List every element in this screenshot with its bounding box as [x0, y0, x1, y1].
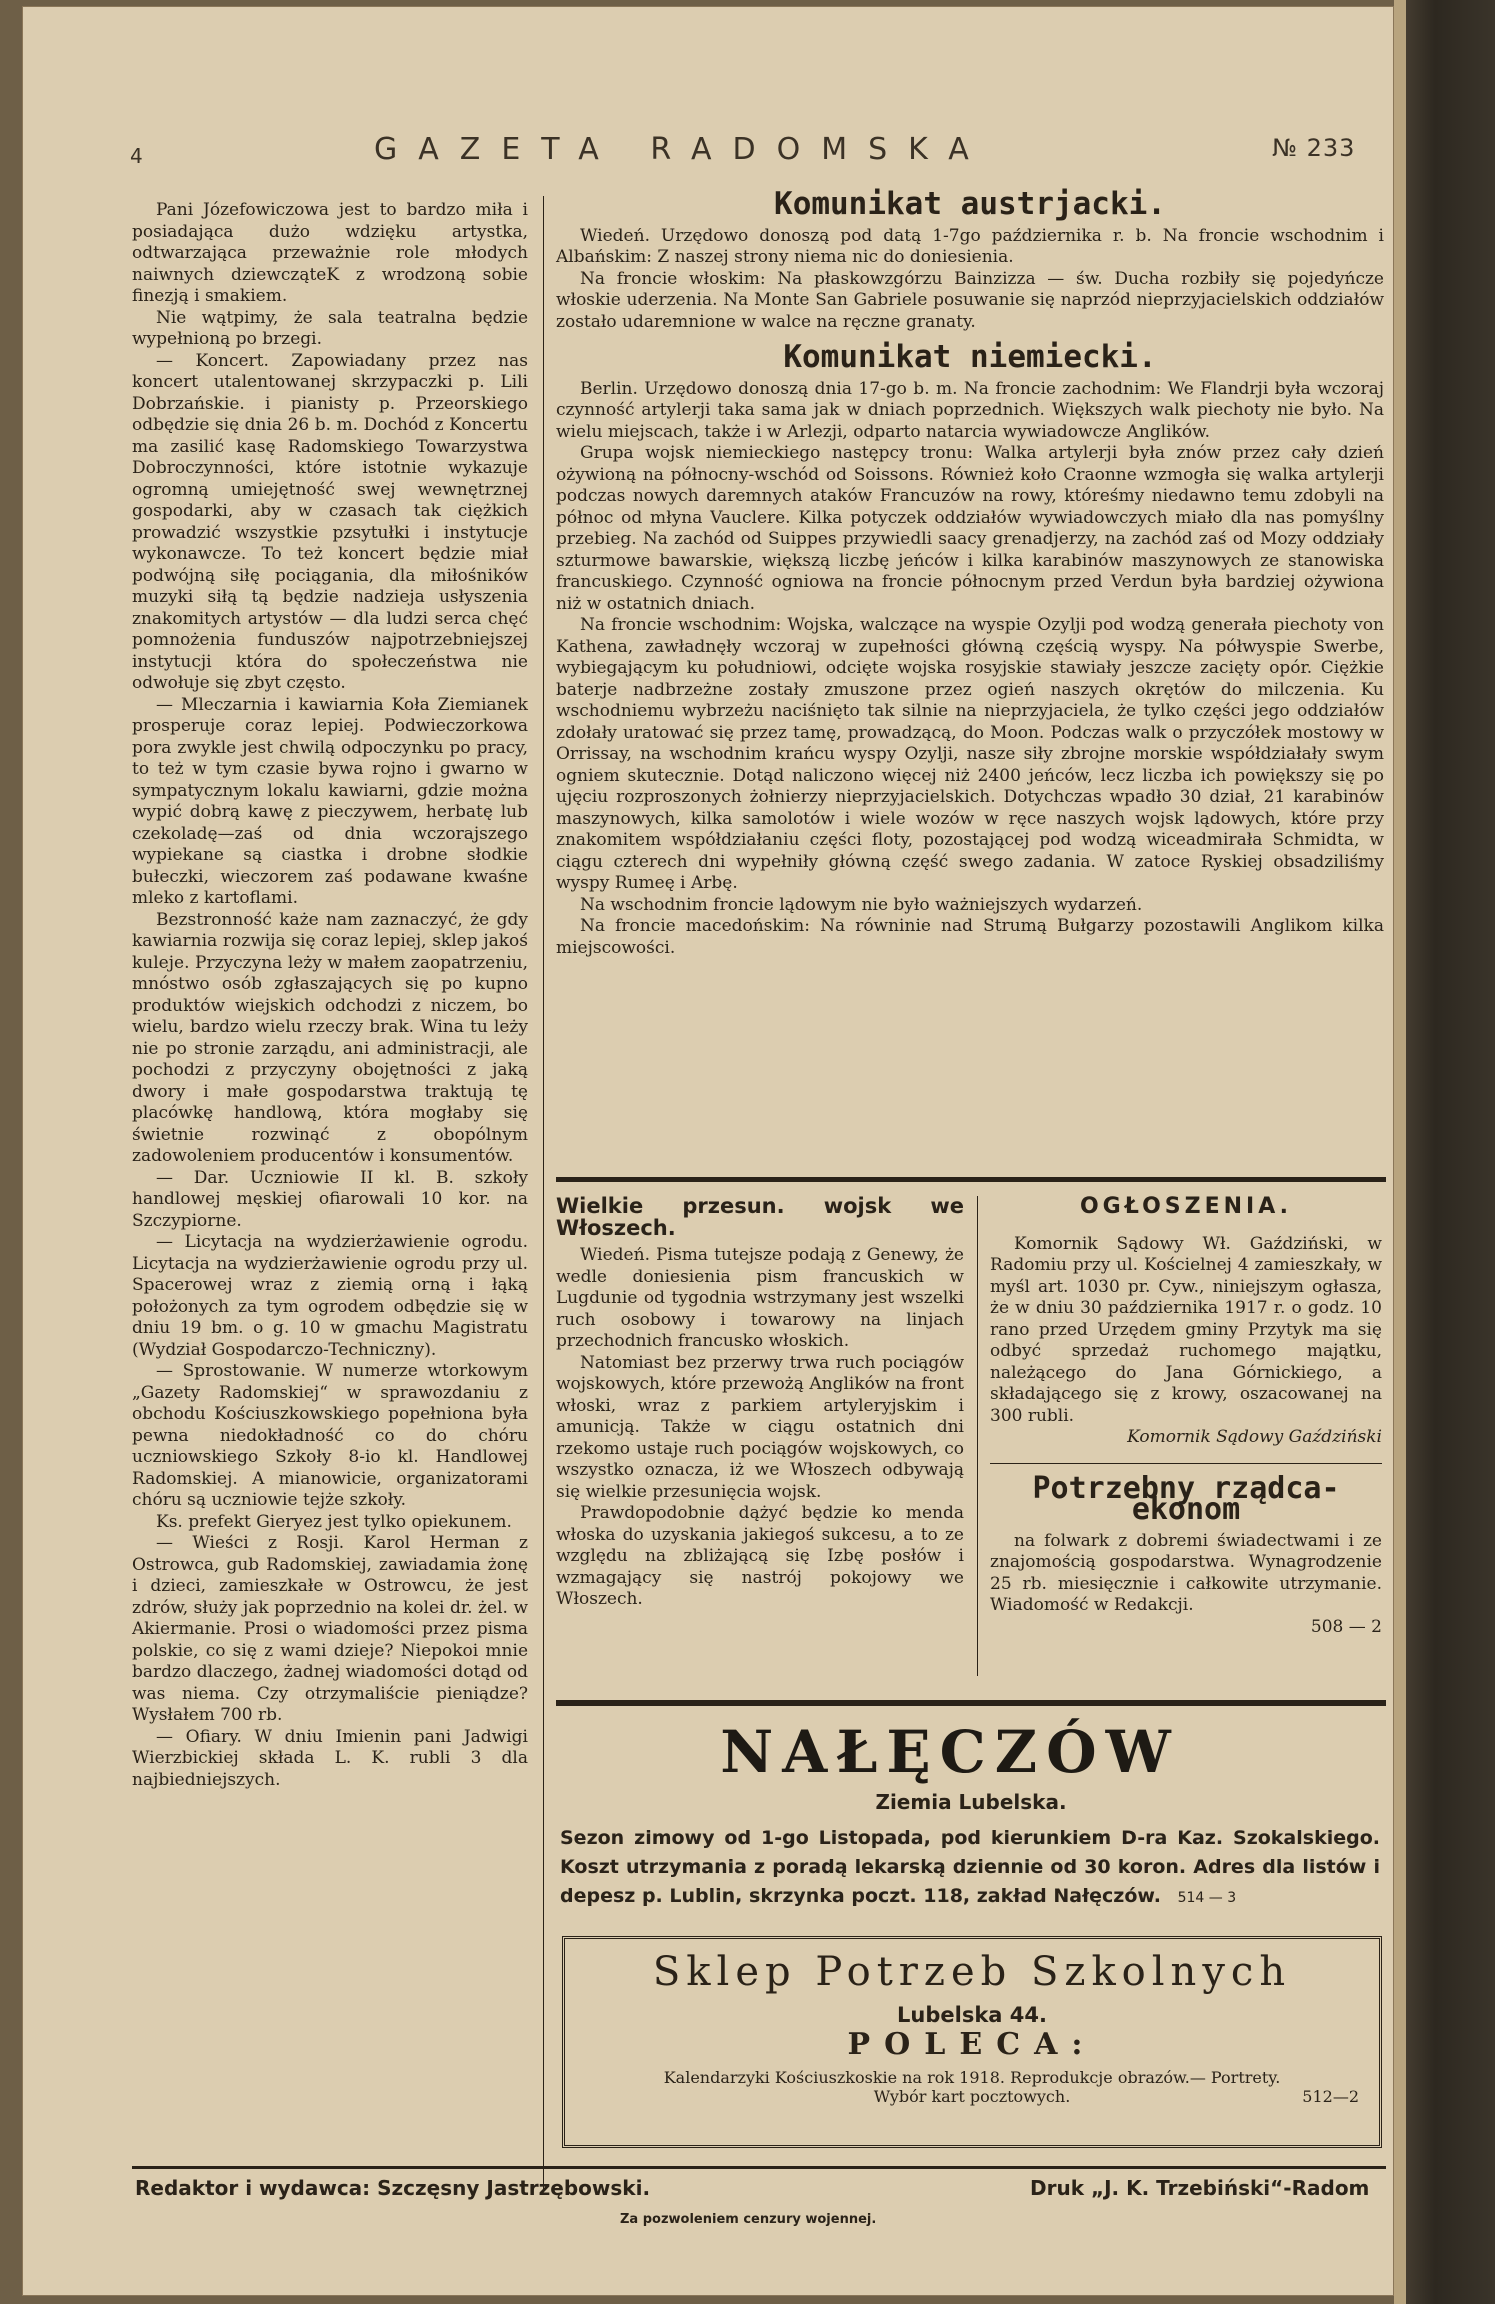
austrian-text: Wiedeń. Urzędowo donoszą pod datą 1-7go października r. b. Na froncie wschodnim i Albańskim: Z naszej strony niema nic do doniesienia.	[556, 225, 1384, 267]
left-column-paragraph: — Mleczarnia i kawiarnia Koła Ziemianek prosperuje coraz lepiej. Podwieczorkowa pora zwykle jest chwilą odpoczynku po pracy, to też w tym czasie bywa rojno i gwarno w sympatycznym lokalu kawiarni, gdzie można wypić dobrą kawę z pieczywem, herbatę lub czekoladę—zaś od dnia wczorajszego wypiekane są ciastka i drobne słodkie bułeczki, wieczorem zaś podawane kwaśne mleko z kartoflami.	[132, 694, 528, 908]
left-column-paragraph: — Koncert. Zapowiadany przez nas koncert utalentowanej skrzypaczki p. Lili Dobrzańskie. i pianisty p. Przeorskiego odbędzie się dnia 26 b. m. Dochód z Koncertu ma zasilić kasę Radomskiego Towarzystwa Dobroczynności, które istotnie wykazuje ogromną umiejętność swej wewnętrznej gospodarki, aby w czasach tak ciężkich prowadzić wszystkie pzsytułki i instytucje wykonawcze. To też koncert będzie miał podwójną siłę pociągania, dla miłośników muzyki siłą tą będzie nadzieja usłyszenia znakomitych artystów — dla ludzi serca chęć pomnożenia funduszów najpotrzebniejszej instytucji która do społeczeństwa nie odwołuje się zbyt często.	[132, 350, 528, 693]
shop-line-1: Kalendarzyki Kościuszkoskie na rok 1918. Reprodukcje obrazów.— Portrety.	[663, 2068, 1281, 2087]
shop-poleca: POLECA:	[847, 2027, 1097, 2062]
austrian-heading: Komunikat austrjacki.	[774, 186, 1166, 222]
naleczow-text	[560, 1824, 1380, 1913]
announcements-heading: OGŁOSZENIA.	[1079, 1194, 1293, 1219]
printer-line: Druk „J. K. Trzebiński“-Radom	[1030, 2176, 1370, 2200]
shop-title: Sklep Potrzeb Szkolnych	[652, 1949, 1292, 1995]
newspaper-title: GAZETA RADOMSKA	[374, 132, 990, 167]
left-column	[132, 200, 528, 1791]
notice-divider	[990, 1463, 1382, 1464]
italy-paragraph: Wiedeń. Pisma tutejsze podają z Genewy, że wedle doniesienia pism francuskich w Lugdunie od tygodnia wstrzymany jest wszelki ruch osobowy i towarowy na linjach przechodnich francusko włoskich.	[556, 1245, 964, 1351]
italy-paragraph: Prawdopodobnie dążyć będzie ko menda włoska do uzyskania jakiegoś sukcesu, a to ze względu na zbliżającą się Izbę posłów i wzmagający się nastrój pokojowy we Włoszech.	[556, 1503, 964, 1609]
german-paragraph: Na wschodnim froncie lądowym nie było ważniejszych wydarzeń.	[580, 894, 1143, 915]
italy-article	[556, 1196, 964, 1611]
masthead	[130, 132, 1370, 172]
scan-edge	[1395, 0, 1495, 2304]
ad-divider	[977, 1196, 978, 1676]
bailiff-notice: Komornik Sądowy Wł. Gaździński, w Radomiu przy ul. Kościelnej 4 zamieszkały, w myśl art. 1030 pr. Cyw., niniejszym ogłasza, że w dniu 30 października 1917 r. o godz. 10 rano przed Urzędem gminy Przytyk ma się odbyć sprzedaż ruchomego majątku, należącego do Jana Górnickiego, a składającego się z krowy, oszacowanej na 300 rubli.	[990, 1233, 1382, 1426]
naleczow-title: NAŁĘCZÓW	[720, 1718, 1180, 1786]
shop-address: Lubelska 44.	[897, 2003, 1047, 2027]
column-divider	[543, 196, 544, 2191]
left-column-paragraph: — Licytacja na wydzierżawienie ogrodu. Licytacja na wydzierżawienie ogrodu przy ul. Spacerowej wraz z ziemią orną i łąką położonych za tym ogrodem odbędzie się w dniu 19 bm. o g. 10 w gmachu Magistratu (Wydział Gospodarczo-Techniczny).	[132, 1232, 528, 1360]
left-column-paragraph: Bezstronność każe nam zaznaczyć, że gdy kawiarnia rozwija się coraz lepiej, sklep jakoś kuleje. Przyczyna leży w małem zaopatrzeniu, mnóstwo osób zgłaszających się po kupno produktów wiejskich odchodzi z niczem, bo wielu, bardzo wielu rzeczy brak. Wina tu leży nie po stronie zarządu, ani administracji, ale pochodzi z przyczyny obojętności z jaką dwory i małe gospodarstwa traktują tę placówkę handlową, która mogłaby się świetnie rozwinąć z obopólnym zadowoleniem producentów i konsumentów.	[132, 909, 528, 1166]
german-paragraph: Grupa wojsk niemieckiego następcy tronu: Walka artylerji była znów przez cały dzień ożywioną na północny-wschód od Soissons. Również koło Craonne wzmogła się walka artylerji podczas nowych daremnych ataków Francuzów na rowy, któreśmy niedawno temu zdobyli na północ od młyna Vauclere. Kilka potyczek oddziałów wywiadowczych miało dla nas pomyślny przebieg. Na zachód od Suippes przywiedli saacy grenadjerzy, na zachód zaś od Mozy oddziały szturmowe bawarskie, większą liczbę jeńców i kilka karabinów maszynowych ze stanowiska francuskiego. Czynność ogniowa na froncie północnym przed Verdun była bardziej ożywiona niż w ostatnich dniach.	[556, 443, 1384, 614]
wanted-heading: Potrzebny rządca-ekonom	[1032, 1470, 1340, 1527]
shop-ref: 512—2	[1302, 2087, 1359, 2106]
italy-paragraph: Natomiast bez przerwy trwa ruch pociągów wojskowych, które przewożą Anglików na front włoski, wraz z parkiem artyleryjskim i amunicją. Także w ciągu ostatnich dni rzekomo ustaje ruch pociągów wojskowych, co wszystko oznacza, iż we Włoszech odbywają się wielkie przesunięcia wojsk.	[556, 1352, 964, 1502]
announcements	[990, 1196, 1382, 1638]
naleczow-subtitle: Ziemia Lubelska.	[875, 1790, 1067, 1814]
left-column-paragraph: Nie wątpimy, że sala teatralna będzie wypełnioną po brzegi.	[132, 307, 528, 349]
austrian-communique	[556, 186, 1384, 959]
shop-line-2: Wybór kart pocztowych.	[873, 2087, 1071, 2106]
wanted-ref: 508 — 2	[1310, 1616, 1382, 1637]
german-heading: Komunikat niemiecki.	[783, 339, 1157, 375]
german-communique	[556, 379, 1384, 960]
naleczow-body: Sezon zimowy od 1-go Listopada, pod kierunkiem D-ra Kaz. Szokalskiego. Koszt utrzymania z poradą lekarską dziennie od 30 koron. Adres dla listów i depesz p. Lublin, skrzynka poczt. 118, zakład Nałęczów.	[560, 1827, 1380, 1907]
binding-band	[1394, 0, 1406, 2304]
italy-heading: Wielkie przesun. wojsk we Włoszech.	[556, 1194, 964, 1240]
left-column-paragraph: — Dar. Uczniowie II kl. B. szkoły handlowej męskiej ofiarowali 10 kor. na Szczypiorne.	[132, 1167, 528, 1231]
austrian-text-2: Na froncie włoskim: Na płaskowzgórzu Bainzizza — św. Ducha rozbiły się pojedyńcze włoskie uderzenia. Na Monte San Gabriele posuwanie się naprzód nieprzyjacielskich oddziałów zostało udaremnione w walce na ręczne granaty.	[556, 268, 1384, 332]
german-paragraph: Na froncie macedońskim: Na równinie nad Strumą Bułgarzy pozostawili Anglikom kilka miejscowości.	[556, 916, 1384, 958]
footer-rule	[132, 2166, 1386, 2169]
wanted-text: na folwark z dobremi świadectwami i ze znajomością gospodarstwa. Wynagrodzenie 25 rb. miesięcznie i całkowite utrzymanie. Wiadomość w Redakcji.	[990, 1530, 1382, 1615]
german-paragraph: Berlin. Urzędowo donoszą dnia 17-go b. m. Na froncie zachodnim: We Flandrji była wczoraj czynność artylerji taka sama jak w dniach poprzednich. Większych walk piechoty nie było. Na wielu miejscach, także i w Arlezji, odparto natarcia wywiadowcze Anglików.	[556, 378, 1384, 442]
thick-divider	[556, 1700, 1386, 1706]
section-divider	[556, 1177, 1386, 1182]
left-column-paragraph: — Ofiary. W dniu Imienin pani Jadwigi Wierzbickiej składa L. K. rubli 3 dla najbiedniejszych.	[132, 1726, 528, 1790]
page-number: 4	[130, 144, 143, 168]
editor-line: Redaktor i wydawca: Szczęsny Jastrzębowski.	[135, 2176, 651, 2200]
left-column-paragraph: — Sprostowanie. W numerze wtorkowym „Gazety Radomskiej“ w sprawozdaniu z obchodu Kościuszkowskiego popełniona była pewna niedokładność co do chóru uczniowskiego Szkoły 8-io kl. Handlowej Radomskiej. A mianowicie, organizatorami chóru są uczniowie tejże szkoły.	[132, 1361, 528, 1510]
shop-line-row	[565, 2087, 1379, 2106]
german-paragraph: Na froncie wschodnim: Wojska, walczące na wyspie Ozylji pod wodzą generała piechoty von Kathena, zawładnęły wczoraj w zupełności główną częścią wyspy. Na półwyspie Swerbe, wybiegającym ku południowi, odcięte wojska rosyjskie stawiały jeszcze zacięty opór. Ciężkie baterje nadbrzeżne zostały zmuszone przez ogień naszych okrętów do milczenia. Ku wschodniemu wybrzeżu naciśnięto tak silnie na nieprzyjaciela, że tylko części jego oddziałów zdołały uratować się przez tamę, prowadzącą, do Moon. Podczas walk o przyczółek mostowy w Orrissay, na wschodnim krańcu wyspy Ozylji, nasze siły zbrojne morskie współdziałały swym ogniem skutecznie. Dotąd naliczono więcej niż 2400 jeńców, lecz liczba ich powiększy się po ujęciu rozproszonych żołnierzy nieprzyjacielskich. Dotychczas wpadło 30 dział, 21 karabinów maszynowych, kilka samolotów i wiele wozów w ręce naszych wojsk lądowych, które przy znakomitem współdziałaniu części floty, pozostającej pod wodzą wiceadmirała Schmidta, w ciągu czterech dni wypełniły główną część swego zadania. W zatoce Ryskiej obsadziliśmy wyspy Rumeę i Arbę.	[556, 615, 1384, 893]
issue-number: № 233	[1272, 134, 1356, 162]
bailiff-signature: Komornik Sądowy Gaździński	[1127, 1427, 1382, 1447]
censor-line: Za pozwoleniem cenzury wojennej.	[620, 2212, 877, 2227]
naleczow-ref: 514 — 3	[1177, 1890, 1237, 1906]
left-column-paragraph: Pani Józefowiczowa jest to bardzo miła i posiadająca dużo wdzięku artystka, odtwarzająca przeważnie role młodych naiwnych dziewcząteK z wrodzoną sobie finezją i smakiem.	[132, 200, 528, 306]
left-column-paragraph: Ks. prefekt Gieryez jest tylko opiekunem.	[156, 1511, 512, 1532]
shop-ad	[562, 1936, 1382, 2148]
left-column-paragraph: — Wieści z Rosji. Karol Herman z Ostrowca, gub Radomskiej, zawiadamia żonę i dzieci, zamieszkałe w Ostrowcu, że jest zdrów, służy jak poprzednio na kolei dr. żel. w Akiermanie. Prosi o wiadomości przez pisma polskie, co się z wami dzieje? Niepokoi mnie bardzo dlaczego, żadnej wiadomości dotąd od was niema. Czy otrzymaliście pieniądze? Wysłałem 700 rb.	[132, 1533, 528, 1725]
